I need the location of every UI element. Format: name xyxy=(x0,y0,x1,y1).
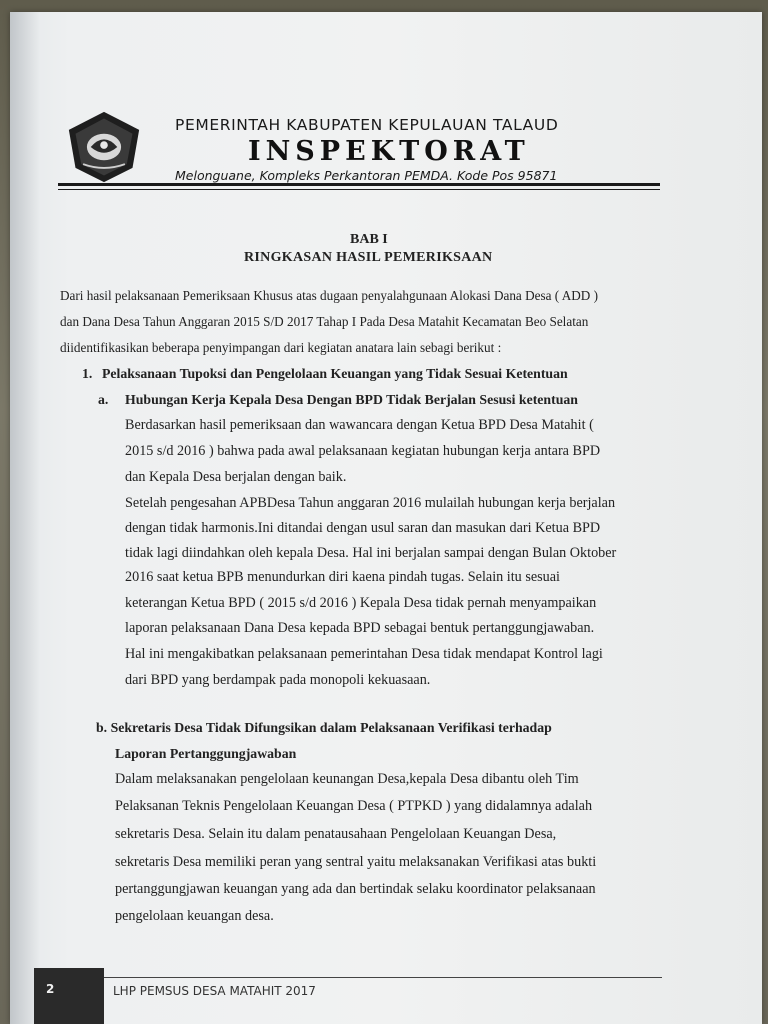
paragraph-line: pengelolaan keuangan desa. xyxy=(115,908,274,924)
office-address: Melonguane, Kompleks Perkantoran PEMDA. Kode Pos 95871 xyxy=(175,168,558,183)
paragraph-line: pertanggungjawan keuangan yang ada dan bertindak selaku koordinator pelaksanaan xyxy=(115,881,596,897)
paragraph-line: tidak lagi diindahkan oleh kepala Desa. Hal ini berjalan sampai dengan Bulan Oktober xyxy=(125,545,617,561)
section-title: Pelaksanaan Tupoksi dan Pengelolaan Keuangan yang Tidak Sesuai Ketentuan xyxy=(102,366,568,381)
organization-name: INSPEKTORAT xyxy=(248,136,530,167)
paragraph-line: Setelah pengesahan APBDesa Tahun anggaran 2016 mulailah hubungan kerja berjalan xyxy=(125,495,616,511)
item-a-letter: a. xyxy=(98,392,109,407)
page-number-box xyxy=(34,968,104,1024)
section-number: 1. xyxy=(82,366,93,381)
intro-line: diidentifikasikan beberapa penyimpangan dari kegiatan anatara lain sebagi berikut : xyxy=(60,340,502,355)
item-b-title: b. Sekretaris Desa Tidak Difungsikan dalam Pelaksanaan Verifikasi terhadap xyxy=(96,720,552,735)
chapter-label: BAB I xyxy=(350,232,388,247)
government-name: PEMERINTAH KABUPATEN KEPULAUAN TALAUD xyxy=(175,116,559,134)
item-a-title: Hubungan Kerja Kepala Desa Dengan BPD Tidak Berjalan Sesusi ketentuan xyxy=(125,392,578,407)
letterhead-rule-thin xyxy=(58,189,660,190)
paragraph-line: dan Kepala Desa berjalan dengan baik. xyxy=(125,469,347,485)
paragraph-line: 2015 s/d 2016 ) bahwa pada awal pelaksanaan kegiatan hubungan kerja antara BPD xyxy=(125,443,601,459)
paragraph-line: Pelaksanan Teknis Pengelolaan Keuangan Desa ( PTPKD ) yang didalamnya adalah xyxy=(115,798,593,814)
item-b-title-continued: Laporan Pertanggungjawaban xyxy=(115,746,297,761)
paragraph-line: dari BPD yang berdampak pada monopoli kekuasaan. xyxy=(125,672,431,688)
footer-text: LHP PEMSUS DESA MATAHIT 2017 xyxy=(113,984,316,998)
paragraph-line: Berdasarkan hasil pemeriksaan dan wawancara dengan Ketua BPD Desa Matahit ( xyxy=(125,417,594,433)
paragraph-line: laporan pelaksanaan Dana Desa kepada BPD sebagai bentuk pertanggungjawaban. xyxy=(125,620,595,636)
regency-emblem-icon xyxy=(66,109,142,185)
letterhead-rule-thick xyxy=(58,183,660,186)
paragraph-line: 2016 saat ketua BPB menundurkan diri kaena pindah tugas. Selain itu sesuai xyxy=(125,569,560,585)
page-number: 2 xyxy=(46,982,55,996)
footer-rule xyxy=(104,977,662,978)
paragraph-line: Dalam melaksanakan pengelolaan keunangan Desa,kepala Desa dibantu oleh Tim xyxy=(115,771,579,787)
chapter-title: RINGKASAN HASIL PEMERIKSAAN xyxy=(244,250,493,265)
paragraph-line: keterangan Ketua BPD ( 2015 s/d 2016 ) Kepala Desa tidak pernah menyampaikan xyxy=(125,595,597,611)
document-page xyxy=(10,12,762,1024)
intro-line: Dari hasil pelaksanaan Pemeriksaan Khusus atas dugaan penyalahgunaan Alokasi Dana Desa ( ADD ) xyxy=(60,288,598,303)
paragraph-line: sekretaris Desa memiliki peran yang sentral yaitu melaksanakan Verifikasi atas bukti xyxy=(115,854,597,870)
paragraph-line: dengan tidak harmonis.Ini ditandai dengan usul saran dan masukan dari Ketua BPD xyxy=(125,520,601,536)
page-fold-shadow xyxy=(10,12,40,1024)
paragraph-line: Hal ini mengakibatkan pelaksanaan pemerintahan Desa tidak mendapat Kontrol lagi xyxy=(125,646,603,662)
paragraph-line: sekretaris Desa. Selain itu dalam penatausahaan Pengelolaan Keuangan Desa, xyxy=(115,826,557,842)
intro-line: dan Dana Desa Tahun Anggaran 2015 S/D 2017 Tahap I Pada Desa Matahit Kecamatan Beo Selatan xyxy=(60,314,589,329)
